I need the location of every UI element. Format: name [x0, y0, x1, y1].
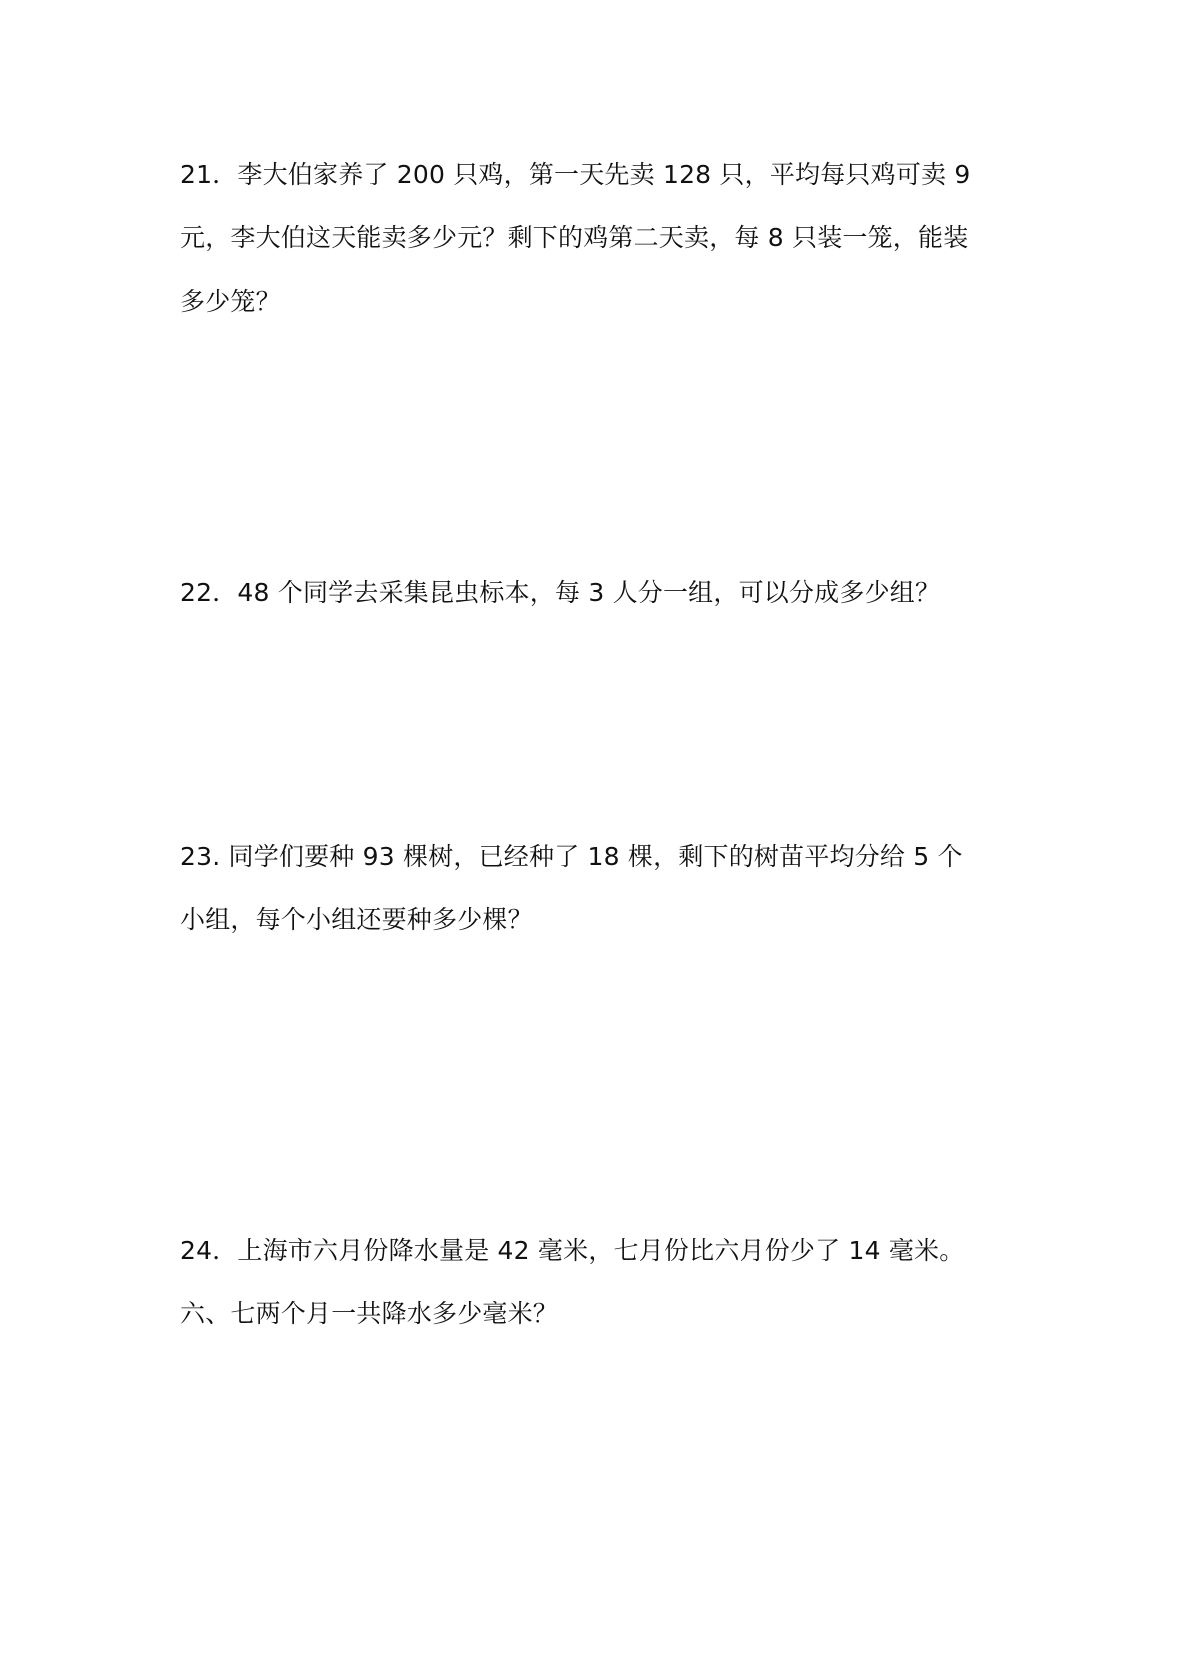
- question-24-line-1: 24．上海市六月份降水量是 42 毫米，七月份比六月份少了 14 毫米。: [180, 1236, 965, 1265]
- question-23-line-1: 23. 同学们要种 93 棵树，已经种了 18 棵，剩下的树苗平均分给 5 个: [180, 842, 963, 871]
- question-21-line-1: 21．李大伯家养了 200 只鸡，第一天先卖 128 只，平均每只鸡可卖 9: [180, 160, 971, 189]
- question-21-line-2: 元，李大伯这天能卖多少元？剩下的鸡第二天卖，每 8 只装一笼，能装: [180, 223, 969, 252]
- question-21-line-3: 多少笼？: [180, 287, 281, 316]
- question-21: [180, 160, 1020, 317]
- question-22: [180, 578, 1020, 608]
- question-23-line-2: 小组，每个小组还要种多少棵？: [180, 905, 533, 934]
- question-24: [180, 1236, 1020, 1329]
- question-23: [180, 842, 1020, 935]
- question-24-line-2: 六、七两个月一共降水多少毫米？: [180, 1299, 559, 1328]
- question-22-line-1: 22．48 个同学去采集昆虫标本，每 3 人分一组，可以分成多少组？: [180, 578, 941, 607]
